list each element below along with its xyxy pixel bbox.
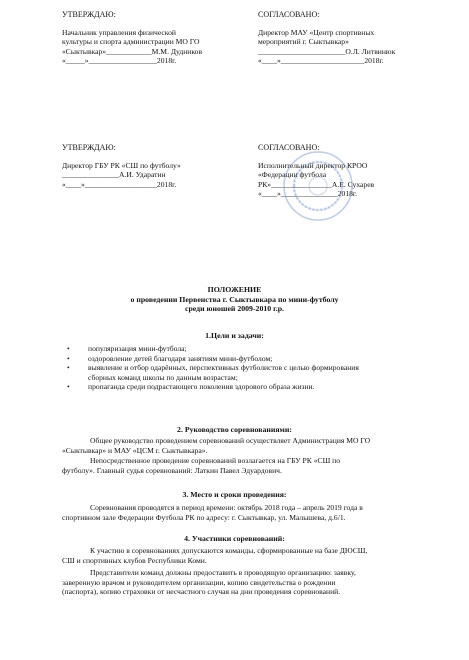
list-item: • популяризация мини-футбола; — [67, 344, 187, 353]
agreement-line: Директор МАУ «Центр спортивных — [258, 28, 375, 37]
approval-line: «Сыктывкар»____________М.М. Дудников — [62, 46, 203, 56]
agreement-line: мероприятий г. Сыктывкар» — [258, 37, 349, 47]
paragraph-place-dates: Соревнования проводятся в период времени: октябрь 2018 года – апрель 2019 года в спортивном зале Федерации Футбола РК по адресу: г. Сыктывкар, ул. Малышева, д.6/1. — [62, 503, 363, 522]
approval-header: УТВЕРЖДАЮ: — [62, 143, 116, 152]
paragraph-participants-admission: К участию в соревнованиях допускаются команды, сформированные на базе ДЮСШ, СШ и спортивных клубов Республики Коми. — [62, 546, 368, 565]
paragraph-management-direct: Непосредственное проведение соревнований возлагается на ГБУ РК «СШ по футболу». Главный судья соревнований: Латкин Павел Эдуардович. — [62, 456, 340, 475]
approval-block-middle-left — [62, 143, 181, 189]
section-heading-goals: 1.Цели и задачи: — [205, 331, 264, 340]
approval-line: _______________А.И. Ударатин — [62, 170, 166, 180]
agreement-block-top-right — [258, 10, 395, 66]
list-item: • пропаганда среди подрастающего поколения здорового образа жизни. — [67, 382, 315, 392]
bullet-dot-icon: • — [67, 363, 70, 373]
section-heading-place-dates: 3. Место и сроки проведения: — [182, 490, 287, 499]
agreement-line: «Федерации футбола — [258, 170, 327, 180]
bullet-dot-icon: • — [67, 353, 70, 363]
agreement-header: СОГЛАСОВАНО: — [258, 10, 320, 19]
paragraph-participants-documents: Представители команд должны предоставить в проводящую организацию: заявку, заверенную врачом и руководителем организации, копию свидетельства о рождении (паспорта), копию страховки от несчастного случая на дни проведения соревнований. — [62, 568, 356, 597]
agreement-line: «____»______________________2018г. — [258, 56, 384, 66]
agreement-line: РК»________________А.Е. Сухарев — [258, 179, 375, 189]
title-line: ПОЛОЖЕНИЕ — [207, 285, 262, 294]
agreement-line: _______________________О.Л. Литвинюк — [258, 46, 396, 56]
section-heading-management: 2. Руководство соревнованиями: — [177, 425, 292, 434]
list-item: • выявление и отбор одарённых, перспективных футболистов с целью формирования сборных команд школы по данным возрастам; — [67, 363, 359, 382]
document-title — [0, 285, 469, 314]
bullet-dot-icon: • — [67, 344, 70, 353]
title-line: о проведении Первенства г. Сыктывкара по мини-футболу — [130, 294, 339, 304]
bullet-dot-icon: • — [67, 382, 70, 392]
section-heading-participants: 4. Участники соревнований: — [184, 534, 285, 543]
list-item: • оздоровление детей благодаря занятиям мини-футболом; — [67, 353, 273, 363]
paragraph-management-general: Общее руководство проведением соревнований осуществляет Администрация МО ГО «Сыктывкар» и МАУ «ЦСМ г. Сыктывкара». — [62, 436, 371, 455]
title-line: среди юношей 2009-2010 г.р. — [184, 304, 284, 313]
agreement-header: СОГЛАСОВАНО: — [258, 143, 320, 152]
official-seal-stamp-icon — [282, 150, 354, 222]
agreement-line: «____»_______________2018г. — [258, 189, 358, 199]
approval-line: «_____»__________________2018г. — [62, 56, 177, 66]
agreement-line: Исполнительный директор КРОО — [258, 161, 368, 170]
approval-line: Начальник управления физической — [62, 28, 176, 37]
approval-block-top-left — [62, 10, 202, 66]
approval-line: «____»___________________2018г. — [62, 179, 177, 189]
approval-line: Директор ГБУ РК «СШ по футболу» — [62, 161, 181, 170]
approval-header: УТВЕРЖДАЮ: — [62, 10, 116, 19]
goals-list — [62, 344, 417, 392]
approval-line: культуры и спорта администрации МО ГО — [62, 37, 200, 47]
